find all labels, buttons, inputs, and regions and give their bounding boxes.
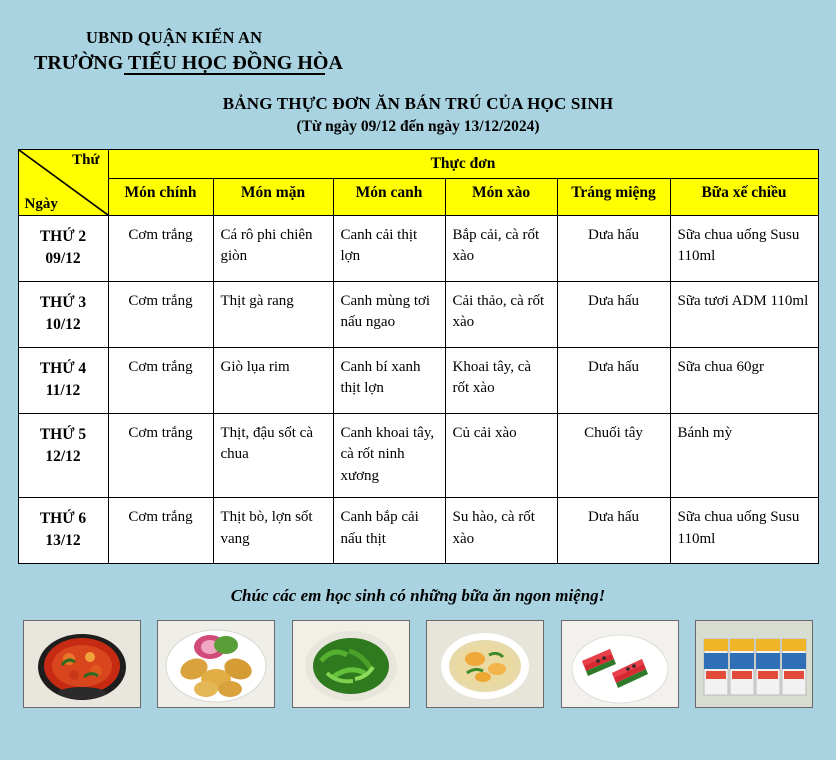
cell-bua-xe: Bánh mỳ: [670, 413, 818, 497]
cell-trang-mieng: Dưa hấu: [557, 347, 670, 413]
table-row: [18, 215, 818, 281]
food-photo-squash-soup-icon: [427, 621, 543, 707]
photo-dua-hau: [561, 620, 679, 708]
food-photo-soup-tomato-icon: [24, 621, 140, 707]
corner-label-ngay: Ngày: [24, 195, 58, 212]
cell-mon-man: Thịt gà rang: [213, 281, 333, 347]
school-name-underline: [124, 73, 325, 75]
column-header-mon-chinh: Món chính: [108, 178, 213, 215]
table-row: [18, 281, 818, 347]
day-cell: [18, 347, 108, 413]
cell-mon-xao: Bắp cải, cà rốt xào: [445, 215, 557, 281]
day-cell: [18, 215, 108, 281]
food-photo-watermelon-icon: [562, 621, 678, 707]
date-label: 13/12: [45, 532, 81, 550]
column-header-trang-mieng: Tráng miệng: [557, 178, 670, 215]
group-header-thuc-don: Thực đơn: [108, 149, 818, 178]
day-label: THỨ 6: [39, 509, 87, 527]
cell-mon-chinh: Cơm trắng: [108, 347, 213, 413]
school-name-text: TRƯỜNG TIỂU HỌC ĐỒNG HÒA: [34, 51, 343, 74]
cell-mon-xao: Su hào, cà rốt xào: [445, 497, 557, 563]
school-name: [34, 51, 343, 76]
day-label: THỨ 4: [39, 359, 87, 377]
cell-mon-chinh: Cơm trắng: [108, 281, 213, 347]
photo-strip: [23, 620, 813, 708]
day-cell: [18, 281, 108, 347]
page-subtitle: (Từ ngày 09/12 đến ngày 13/12/2024): [296, 117, 540, 135]
table-row: [18, 497, 818, 563]
document-header: [0, 0, 836, 76]
cell-mon-man: Cá rô phi chiên giòn: [213, 215, 333, 281]
cell-mon-man: Thịt bò, lợn sốt vang: [213, 497, 333, 563]
cell-mon-xao: Củ cải xào: [445, 413, 557, 497]
food-photo-stirfried-greens-icon: [293, 621, 409, 707]
table-row: [18, 347, 818, 413]
date-label: 12/12: [45, 448, 81, 466]
cell-mon-canh: Canh mùng tơi nấu ngao: [333, 281, 445, 347]
cell-bua-xe: Sữa chua 60gr: [670, 347, 818, 413]
cell-mon-chinh: Cơm trắng: [108, 413, 213, 497]
corner-header-cell: [18, 149, 108, 215]
cell-trang-mieng: Dưa hấu: [557, 497, 670, 563]
cell-mon-canh: Canh bí xanh thịt lợn: [333, 347, 445, 413]
day-label: THỨ 3: [39, 293, 87, 311]
menu-table: [18, 149, 819, 564]
food-photo-milk-carton-icon: [696, 621, 812, 707]
date-label: 10/12: [45, 316, 81, 334]
organization-name: UBND QUẬN KIẾN AN: [86, 28, 263, 47]
food-photo-fried-fish-icon: [158, 621, 274, 707]
cell-mon-man: Thịt, đậu sốt cà chua: [213, 413, 333, 497]
cell-bua-xe: Sữa chua uống Susu 110ml: [670, 215, 818, 281]
date-label: 11/12: [45, 382, 81, 400]
corner-label-thu: Thứ: [72, 151, 100, 168]
cell-mon-canh: Canh khoai tây, cà rốt ninh xương: [333, 413, 445, 497]
cell-bua-xe: Sữa chua uống Susu 110ml: [670, 497, 818, 563]
photo-canh-ca-chua: [23, 620, 141, 708]
day-label: THỨ 2: [39, 227, 87, 245]
photo-sua-adm: [695, 620, 813, 708]
title-block: [0, 94, 836, 136]
table-subheader-row: [18, 178, 818, 215]
cell-mon-chinh: Cơm trắng: [108, 215, 213, 281]
cell-bua-xe: Sữa tươi ADM 110ml: [670, 281, 818, 347]
column-header-mon-canh: Món canh: [333, 178, 445, 215]
cell-mon-xao: Khoai tây, cà rốt xào: [445, 347, 557, 413]
cell-trang-mieng: Dưa hấu: [557, 215, 670, 281]
day-cell: [18, 413, 108, 497]
photo-ca-chien-gion: [157, 620, 275, 708]
day-cell: [18, 497, 108, 563]
day-label: THỨ 5: [39, 425, 87, 443]
table-row: [18, 413, 818, 497]
column-header-mon-man: Món mặn: [213, 178, 333, 215]
table-header-row: [18, 149, 818, 178]
date-label: 09/12: [45, 250, 81, 268]
cell-trang-mieng: Dưa hấu: [557, 281, 670, 347]
cell-mon-chinh: Cơm trắng: [108, 497, 213, 563]
photo-rau-xao: [292, 620, 410, 708]
photo-canh-bi-do: [426, 620, 544, 708]
column-header-bua-xe-chieu: Bữa xế chiều: [670, 178, 818, 215]
closing-message: Chúc các em học sinh có những bữa ăn ngon miệng!: [230, 585, 606, 605]
cell-mon-xao: Cải thảo, cà rốt xào: [445, 281, 557, 347]
page-title: BẢNG THỰC ĐƠN ĂN BÁN TRÚ CỦA HỌC SINH: [222, 93, 614, 113]
column-header-mon-xao: Món xào: [445, 178, 557, 215]
cell-mon-canh: Canh cải thịt lợn: [333, 215, 445, 281]
cell-mon-canh: Canh bắp cải nấu thịt: [333, 497, 445, 563]
cell-mon-man: Giò lụa rim: [213, 347, 333, 413]
cell-trang-mieng: Chuối tây: [557, 413, 670, 497]
